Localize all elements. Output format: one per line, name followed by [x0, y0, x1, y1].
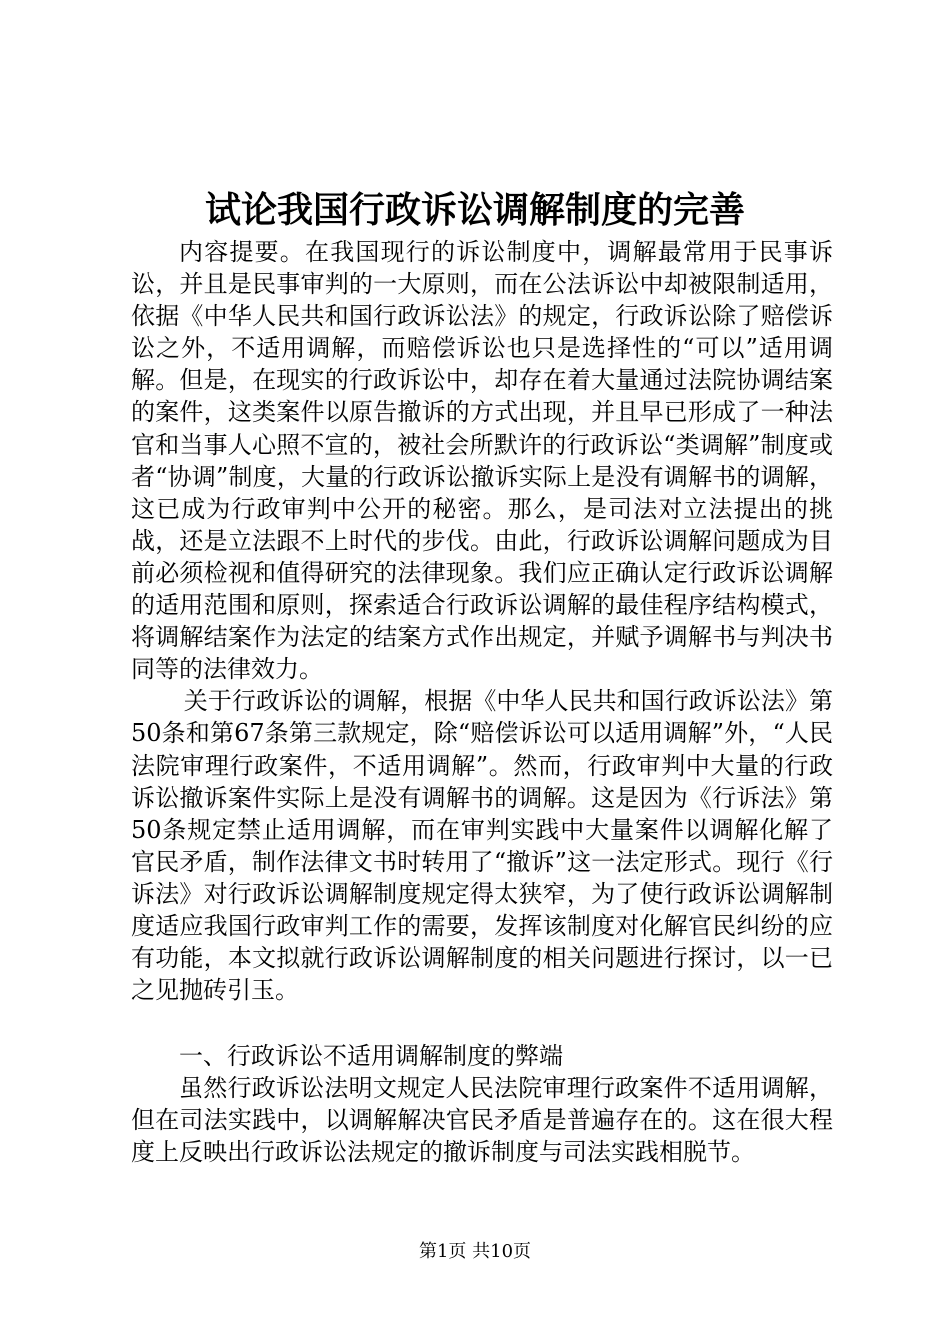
page-footer: 第1页 共10页 [418, 1241, 532, 1262]
section-paragraph: 虽然行政诉讼法明文规定人民法院审理行政案件不适用调解，但在司法实践中，以调解解决官民矛盾是普遍存在的。这在很大程度上反映出行政诉讼法规定的撤诉制度与司法实践相脱节。 [131, 1074, 833, 1167]
document-body [131, 236, 833, 1169]
intro-paragraph: 关于行政诉讼的调解，根据《中华人民共和国行政诉讼法》第50条和第67条第三款规定，除“赔偿诉讼可以适用调解”外，“人民法院审理行政案件，不适用调解”。然而，行政审判中大量的行政诉讼撤诉案件实际上是没有调解书的调解。这是因为《行诉法》第50条规定禁止适用调解，而在审判实践中大量案件以调解化解了官民矛盾，制作法律文书时转用了“撤诉”这一法定形式。现行《行诉法》对行政诉讼调解制度规定得太狭窄，为了使行政诉讼调解制度适应我国行政审判工作的需要，发挥该制度对化解官民纠纷的应有功能，本文拟就行政诉讼调解制度的相关问题进行探讨，以一已之见抛砖引玉。 [131, 687, 833, 1005]
section-spacer [131, 1006, 833, 1040]
section-heading: 一、行政诉讼不适用调解制度的弊端 [179, 1042, 563, 1071]
document-title: 试论我国行政诉讼调解制度的完善 [204, 189, 745, 231]
abstract-paragraph: 内容提要。在我国现行的诉讼制度中，调解最常用于民事诉讼，并且是民事审判的一大原则，而在公法诉讼中却被限制适用，依据《中华人民共和国行政诉讼法》的规定，行政诉讼除了赔偿诉讼之外，不适用调解，而赔偿诉讼也只是选择性的“可以”适用调解。但是，在现实的行政诉讼中，却存在着大量通过法院协调结案的案件，这类案件以原告撤诉的方式出现，并且早已形成了一种法官和当事人心照不宣的，被社会所默许的行政诉讼“类调解”制度或者“协调”制度，大量的行政诉讼撤诉实际上是没有调解书的调解，这已成为行政审判中公开的秘密。那么，是司法对立法提出的挑战，还是立法跟不上时代的步伐。由此，行政诉讼调解问题成为目前必须检视和值得研究的法律现象。我们应正确认定行政诉讼调解的适用范围和原则，探索适合行政诉讼调解的最佳程序结构模式，将调解结案作为法定的结案方式作出规定，并赋予调解书与判决书同等的法律效力。 [131, 238, 833, 684]
